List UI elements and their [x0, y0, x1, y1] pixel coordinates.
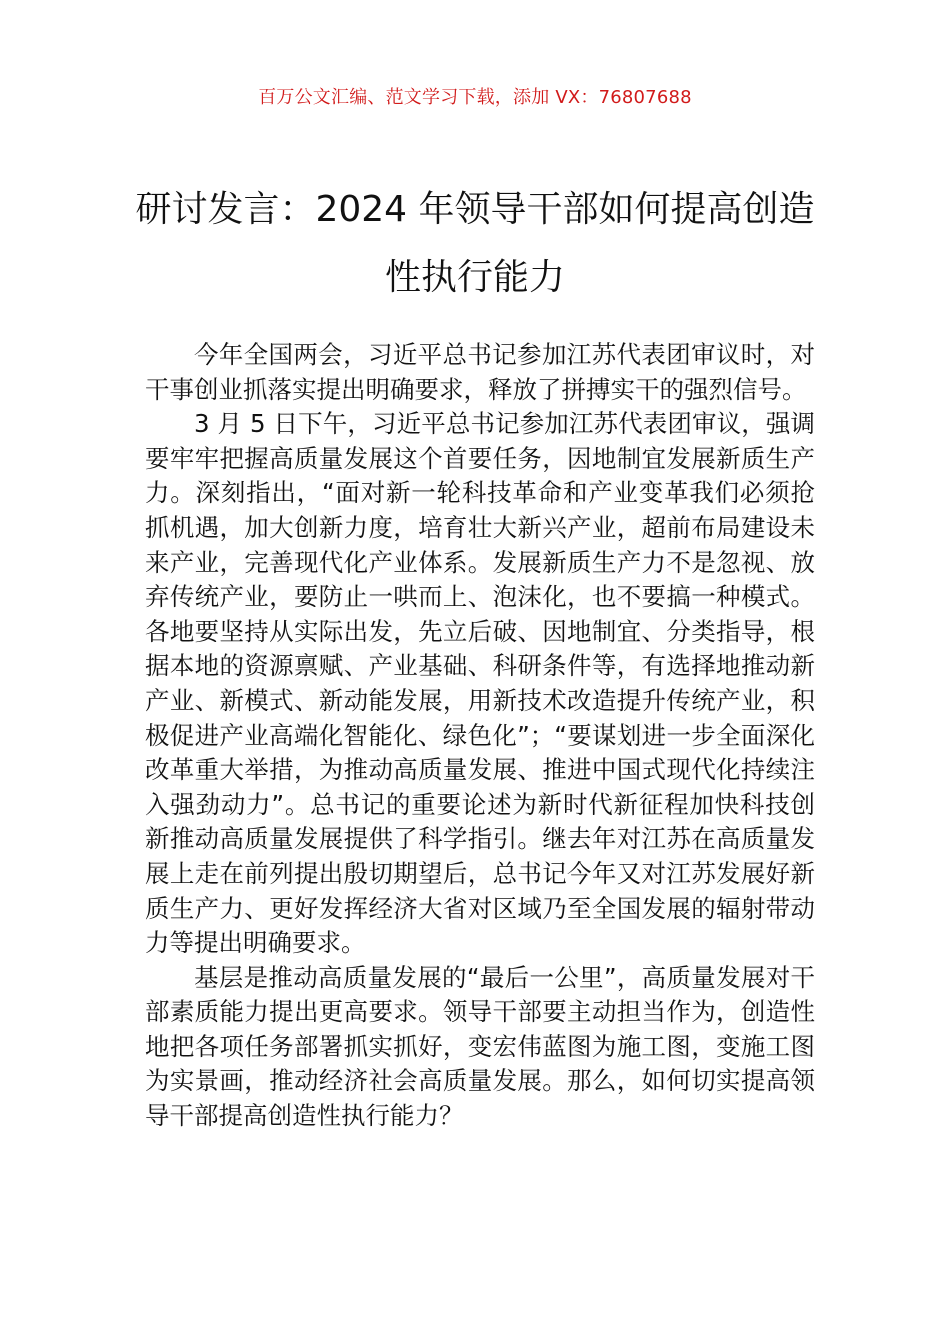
paragraph-intro: 今年全国两会，习近平总书记参加江苏代表团审议时，对干事创业抓落实提出明确要求，释放了拼搏实干的强烈信号。: [145, 340, 815, 404]
paragraph-grassroots: 基层是推动高质量发展的“最后一公里”，高质量发展对干部素质能力提出更高要求。领导干部要主动担当作为，创造性地把各项任务部署抓实抓好，变宏伟蓝图为施工图，变施工图为实景画，推动经济社会高质量发展。那么，如何切实提高领导干部提高创造性执行能力？: [145, 962, 815, 1131]
document-body: [145, 338, 815, 1134]
paragraph-march-5: 3 月 5 日下午，习近平总书记参加江苏代表团审议，强调要牢牢把握高质量发展这个首要任务，因地制宜发展新质生产力。深刻指出，“面对新一轮科技革命和产业变革我们必须抢抓机遇，加大创新力度，培育壮大新兴产业，超前布局建设未来产业，完善现代化产业体系。发展新质生产力不是忽视、放弃传统产业，要防止一哄而上、泡沫化，也不要搞一种模式。各地要坚持从实际出发，先立后破、因地制宜、分类指导，根据本地的资源禀赋、产业基础、科研条件等，有选择地推动新产业、新模式、新动能发展，用新技术改造提升传统产业，积极促进产业高端化智能化、绿色化”；“要谋划进一步全面深化改革重大举措，为推动高质量发展、推进中国式现代化持续注入强劲动力”。总书记的重要论述为新时代新征程加快科技创新推动高质量发展提供了科学指引。继去年对江苏在高质量发展上走在前列提出殷切期望后，总书记今年又对江苏发展好新质生产力、更好发挥经济大省对区域乃至全国发展的辐射带动力等提出明确要求。: [145, 409, 815, 958]
document-title: 研讨发言：2024 年领导干部如何提高创造性执行能力: [135, 189, 815, 298]
header-download-note: 百万公文汇编、范文学习下载，添加 VX：76807688: [258, 87, 692, 108]
